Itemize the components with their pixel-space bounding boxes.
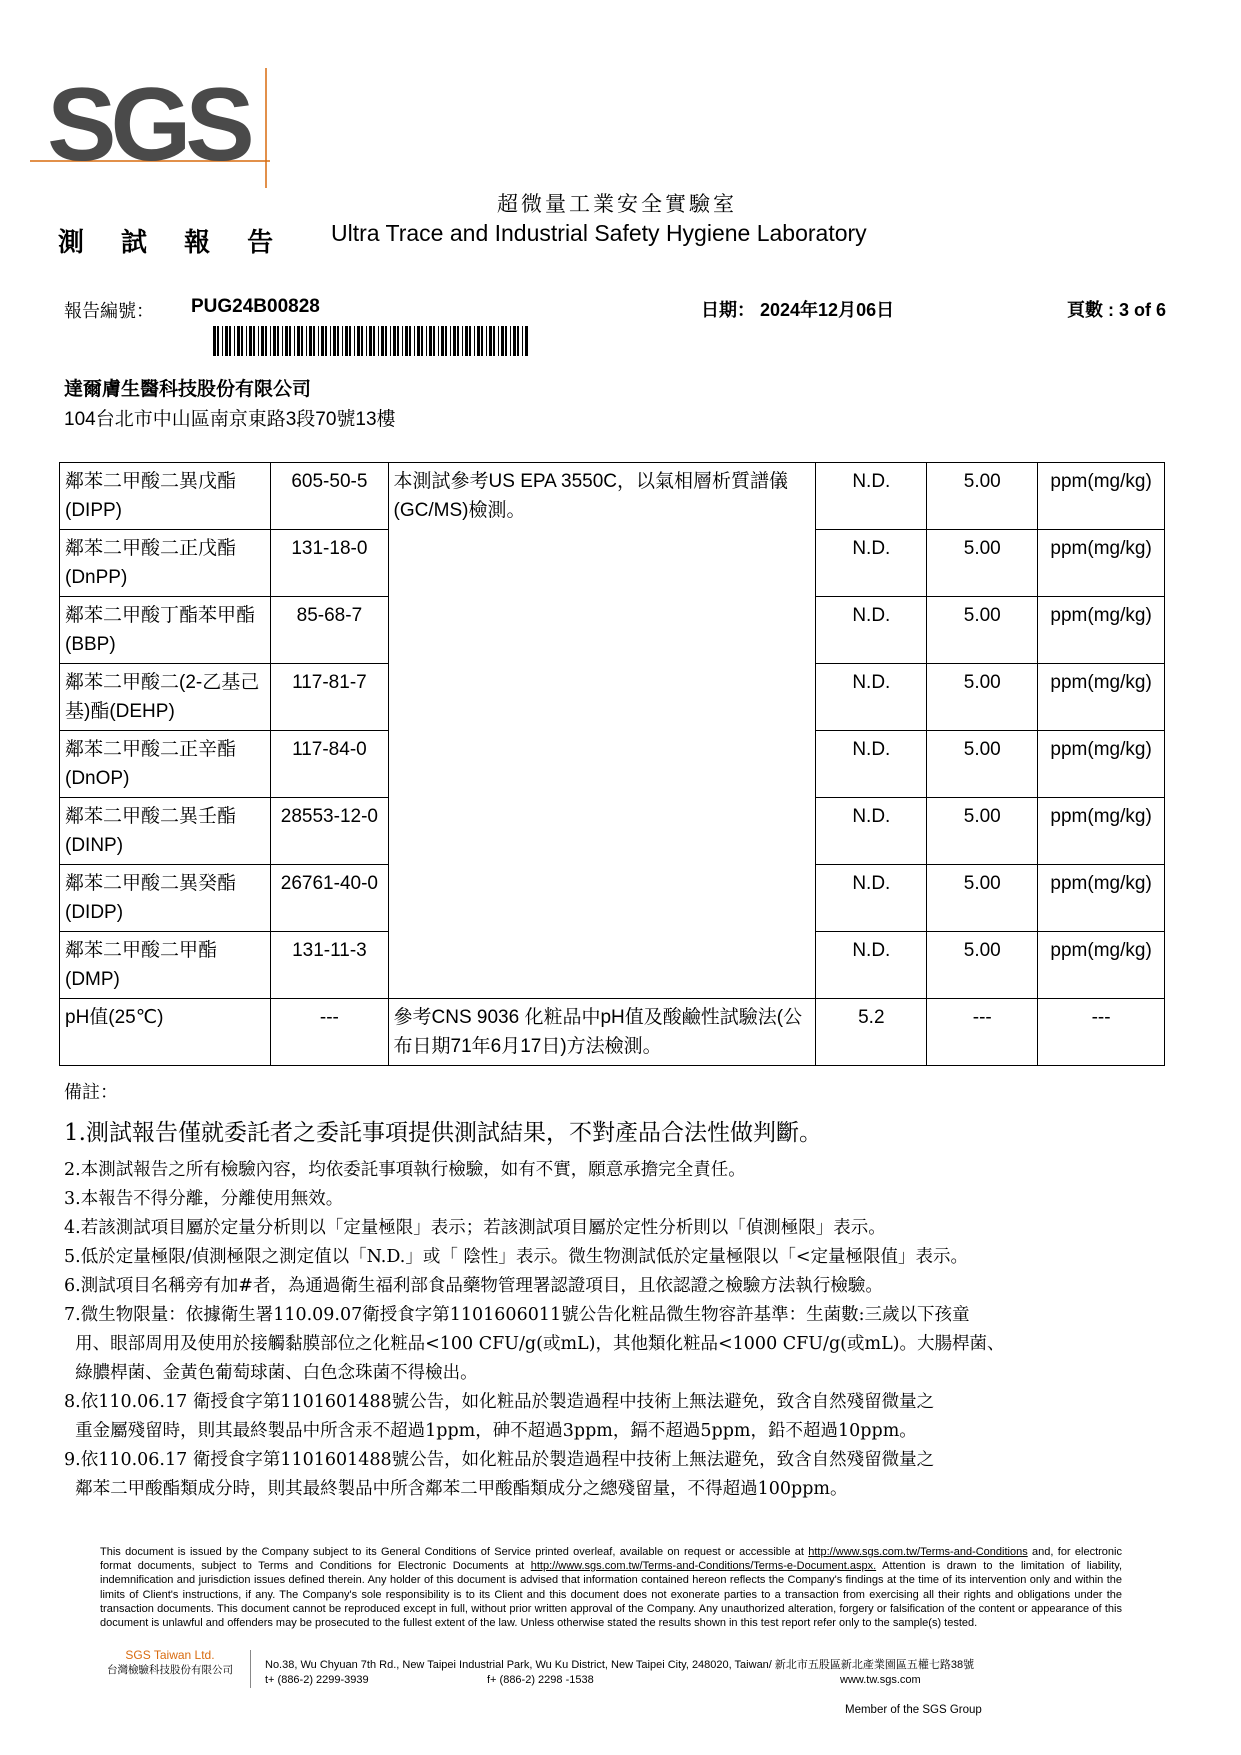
report-date: 日期： 2024年12月06日 (701, 300, 895, 320)
footer-company-en: SGS Taiwan Ltd. (125, 1648, 215, 1662)
test-method: 本測試參考US EPA 3550C，以氣相層析質譜儀(GC/MS)檢測。 (388, 463, 816, 999)
analyte-name: 鄰苯二甲酸二異癸酯 (DIDP) (60, 865, 271, 932)
limit: 5.00 (927, 530, 1038, 597)
footer-member: Member of the SGS Group (845, 1704, 982, 1716)
cas-number: 605-50-5 (271, 463, 388, 530)
analyte-name: 鄰苯二甲酸二甲酯 (DMP) (60, 932, 271, 999)
limit: 5.00 (927, 865, 1038, 932)
unit: ppm(mg/kg) (1038, 530, 1165, 597)
barcode (213, 326, 533, 356)
disclaimer-text: and, for electronic format documents, subject to Terms and Conditions for Electronic Documents at (100, 1546, 1122, 1573)
client-address: 104台北市中山區南京東路3段70號13樓 (64, 409, 396, 430)
unit: ppm(mg/kg) (1038, 865, 1165, 932)
cas-number: 85-68-7 (271, 597, 388, 664)
svg-text:SGS: SGS (47, 68, 249, 183)
note-item: 9.依110.06.17 衛授食字第1101601488號公告，如化粧品於製造過程中技術上無法避免，致含自然殘留微量之 (64, 1450, 935, 1470)
note-item: 2.本測試報告之所有檢驗內容，均依委託事項執行檢驗，如有不實，願意承擔完全責任。 (64, 1160, 746, 1180)
sgs-logo-graphic (30, 68, 270, 188)
lab-name-en: Ultra Trace and Industrial Safety Hygiene Laboratory (331, 220, 867, 246)
results-table (59, 462, 1165, 1066)
legal-disclaimer (100, 1545, 1122, 1630)
cas-number: 28553-12-0 (271, 798, 388, 865)
report-title: 測 試 報 告 (58, 228, 288, 258)
report-number: PUG24B00828 (191, 296, 320, 317)
unit: ppm(mg/kg) (1038, 597, 1165, 664)
result: N.D. (816, 932, 927, 999)
cas-number: --- (271, 999, 388, 1066)
client-name: 達爾膚生醫科技股份有限公司 (64, 379, 312, 400)
unit: ppm(mg/kg) (1038, 463, 1165, 530)
note-item: 綠膿桿菌、金黃色葡萄球菌、白色念珠菌不得檢出。 (64, 1363, 478, 1383)
note-item: 重金屬殘留時，則其最終製品中所含汞不超過1ppm，砷不超過3ppm，鎘不超過5ppm，鉛不超過10ppm。 (64, 1421, 917, 1441)
unit: ppm(mg/kg) (1038, 798, 1165, 865)
result: N.D. (816, 731, 927, 798)
notes-title: 備註： (64, 1082, 118, 1103)
terms-link[interactable]: http://www.sgs.com.tw/Terms-and-Conditions (808, 1546, 1028, 1558)
result: N.D. (816, 597, 927, 664)
note-item: 5.低於定量極限/偵測極限之測定值以「N.D.」或「 陰性」表示。微生物測試低於定量極限以「<定量極限值」表示。 (64, 1247, 969, 1267)
limit: 5.00 (927, 664, 1038, 731)
result: N.D. (816, 865, 927, 932)
disclaimer-text: This document is issued by the Company subject to its General Conditions of Service printed overleaf, available on request or accessible at (100, 1546, 809, 1558)
footer-address: No.38, Wu Chyuan 7th Rd., New Taipei Industrial Park, Wu Ku District, New Taipei City, 248020, Taiwan/ 新北市五股區新北產業園區五權七路38號 (265, 1659, 975, 1671)
page-count: 頁數 : 3 of 6 (1067, 300, 1167, 320)
limit: 5.00 (927, 463, 1038, 530)
footer-company (100, 1648, 240, 1677)
limit: 5.00 (927, 597, 1038, 664)
result: N.D. (816, 463, 927, 530)
unit: ppm(mg/kg) (1038, 731, 1165, 798)
unit: ppm(mg/kg) (1038, 664, 1165, 731)
report-number-label: 報告編號： (64, 301, 154, 322)
note-item: 4.若該測試項目屬於定量分析則以「定量極限」表示；若該測試項目屬於定性分析則以「偵測極限」表示。 (64, 1218, 886, 1238)
note-item: 6.測試項目名稱旁有加#者，為通過衛生福利部食品藥物管理署認證項目，且依認證之檢驗方法執行檢驗。 (64, 1276, 883, 1296)
result: N.D. (816, 530, 927, 597)
analyte-name: 鄰苯二甲酸二異壬酯 (DINP) (60, 798, 271, 865)
analyte-name: 鄰苯二甲酸二正戊酯 (DnPP) (60, 530, 271, 597)
footer-telephone: t+ (886-2) 2299-3939 (265, 1674, 369, 1686)
sgs-logo (30, 68, 270, 188)
analyte-name: 鄰苯二甲酸丁酯苯甲酯 (BBP) (60, 597, 271, 664)
limit: 5.00 (927, 798, 1038, 865)
cas-number: 117-81-7 (271, 664, 388, 731)
cas-number: 26761-40-0 (271, 865, 388, 932)
notes-section (64, 1078, 1174, 1504)
test-method: 參考CNS 9036 化粧品中pH值及酸鹼性試驗法(公布日期71年6月17日)方法檢測。 (388, 999, 816, 1066)
analyte-name: 鄰苯二甲酸二(2-乙基己基)酯(DEHP) (60, 664, 271, 731)
note-item: 3.本報告不得分離，分離使用無效。 (64, 1189, 344, 1209)
result: N.D. (816, 798, 927, 865)
footer-company-zh: 台灣檢驗科技股份有限公司 (107, 1664, 233, 1676)
unit: ppm(mg/kg) (1038, 932, 1165, 999)
limit: 5.00 (927, 731, 1038, 798)
footer-divider (250, 1650, 251, 1688)
e-document-terms-link[interactable]: http://www.sgs.com.tw/Terms-and-Conditions/Terms-e-Document.aspx. (530, 1560, 877, 1573)
limit: 5.00 (927, 932, 1038, 999)
footer-fax: f+ (886-2) 2298 -1538 (487, 1674, 594, 1686)
unit: --- (1038, 999, 1165, 1066)
note-item: 鄰苯二甲酸酯類成分時，則其最終製品中所含鄰苯二甲酸酯類成分之總殘留量，不得超過100ppm。 (64, 1479, 848, 1499)
result: 5.2 (816, 999, 927, 1066)
analyte-name: pH值(25℃) (60, 999, 271, 1066)
analyte-name: 鄰苯二甲酸二正辛酯 (DnOP) (60, 731, 271, 798)
cas-number: 117-84-0 (271, 731, 388, 798)
analyte-name: 鄰苯二甲酸二異戊酯 (DIPP) (60, 463, 271, 530)
result: N.D. (816, 664, 927, 731)
footer-website: www.tw.sgs.com (840, 1674, 921, 1686)
disclaimer-text: Attention is drawn to the limitation of liability, indemnification and jurisdiction issues defined therein. Any holder of this document is advised that information contained hereon reflects the Company's findings at the time of its intervention only and within the limits of Client's instructions, if any. The Company's sole responsibility is to its Client and this document does not exonerate parties to a transaction from exercising all their rights and obligations under the transaction documents. This document cannot be reproduced except in full, without prior written approval of the Company. Any unauthorized alteration, forgery or falsification of the content or appearance of this document is unlawful and offenders may be prosecuted to the fullest extent of the law. Unless otherwise stated the results shown in this test report refer only to the sample(s) tested. (100, 1560, 1122, 1630)
cas-number: 131-18-0 (271, 530, 388, 597)
table-row (60, 999, 1165, 1066)
note-item: 1.測試報告僅就委託者之委託事項提供測試結果，不對產品合法性做判斷。 (64, 1120, 822, 1146)
table-row (60, 463, 1165, 530)
cas-number: 131-11-3 (271, 932, 388, 999)
limit: --- (927, 999, 1038, 1066)
lab-name-zh: 超微量工業安全實驗室 (497, 192, 737, 216)
note-item: 7.微生物限量：依據衛生署110.09.07衛授食字第1101606011號公告化粧品微生物容許基準：生菌數:三歲以下孩童 (64, 1305, 970, 1325)
note-item: 用、眼部周用及使用於接觸黏膜部位之化粧品<100 CFU/g(或mL)，其他類化粧品<1000 CFU/g(或mL)。大腸桿菌、 (64, 1334, 1005, 1354)
note-item: 8.依110.06.17 衛授食字第1101601488號公告，如化粧品於製造過程中技術上無法避免，致含自然殘留微量之 (64, 1392, 935, 1412)
